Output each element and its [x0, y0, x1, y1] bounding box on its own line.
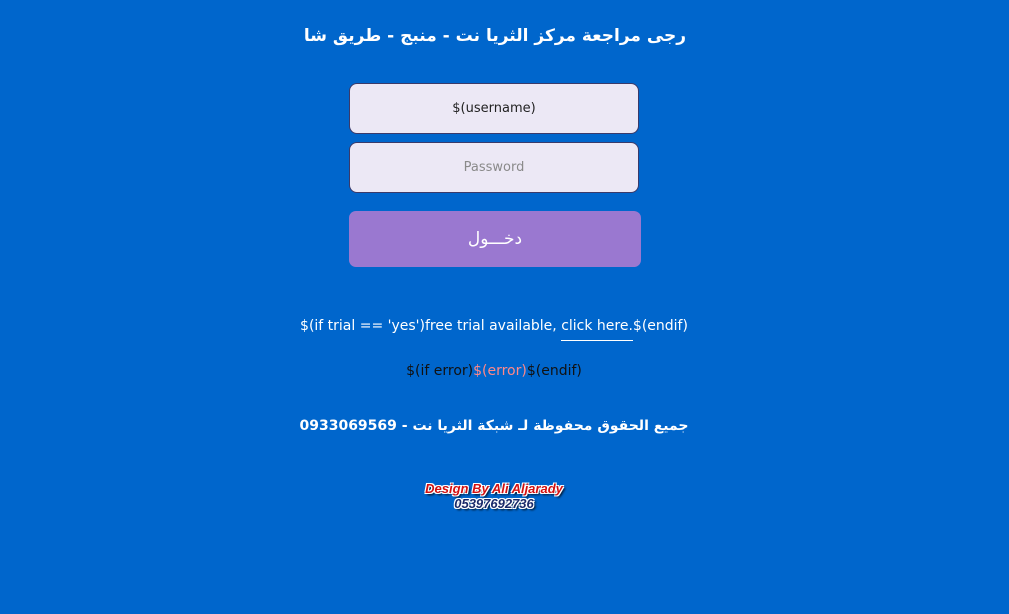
trial-prefix: $(if trial == 'yes')free trial available, [300, 318, 562, 334]
free-trial-line [0, 318, 988, 334]
login-button[interactable]: دخـــول [349, 211, 641, 267]
designer-name: Design By Ali Aljarady [425, 481, 563, 496]
username-input[interactable] [349, 83, 639, 134]
error-message: $(error) [473, 363, 527, 379]
error-prefix: $(if error) [406, 363, 474, 379]
error-line [0, 363, 988, 379]
designer-credit [0, 481, 988, 511]
password-input[interactable] [349, 142, 639, 193]
free-trial-link[interactable]: click here. [561, 318, 633, 341]
error-suffix: $(endif) [526, 363, 582, 379]
header-notice: رجى مراجعة مركز الثريا نت - منبج - طريق شا [303, 26, 687, 46]
copyright-text: جميع الحقوق محفوظة لـ شبكة الثريا نت - 0933069569 [299, 418, 689, 434]
designer-phone: 05397692736 [454, 496, 534, 511]
trial-suffix: $(endif) [632, 318, 688, 334]
